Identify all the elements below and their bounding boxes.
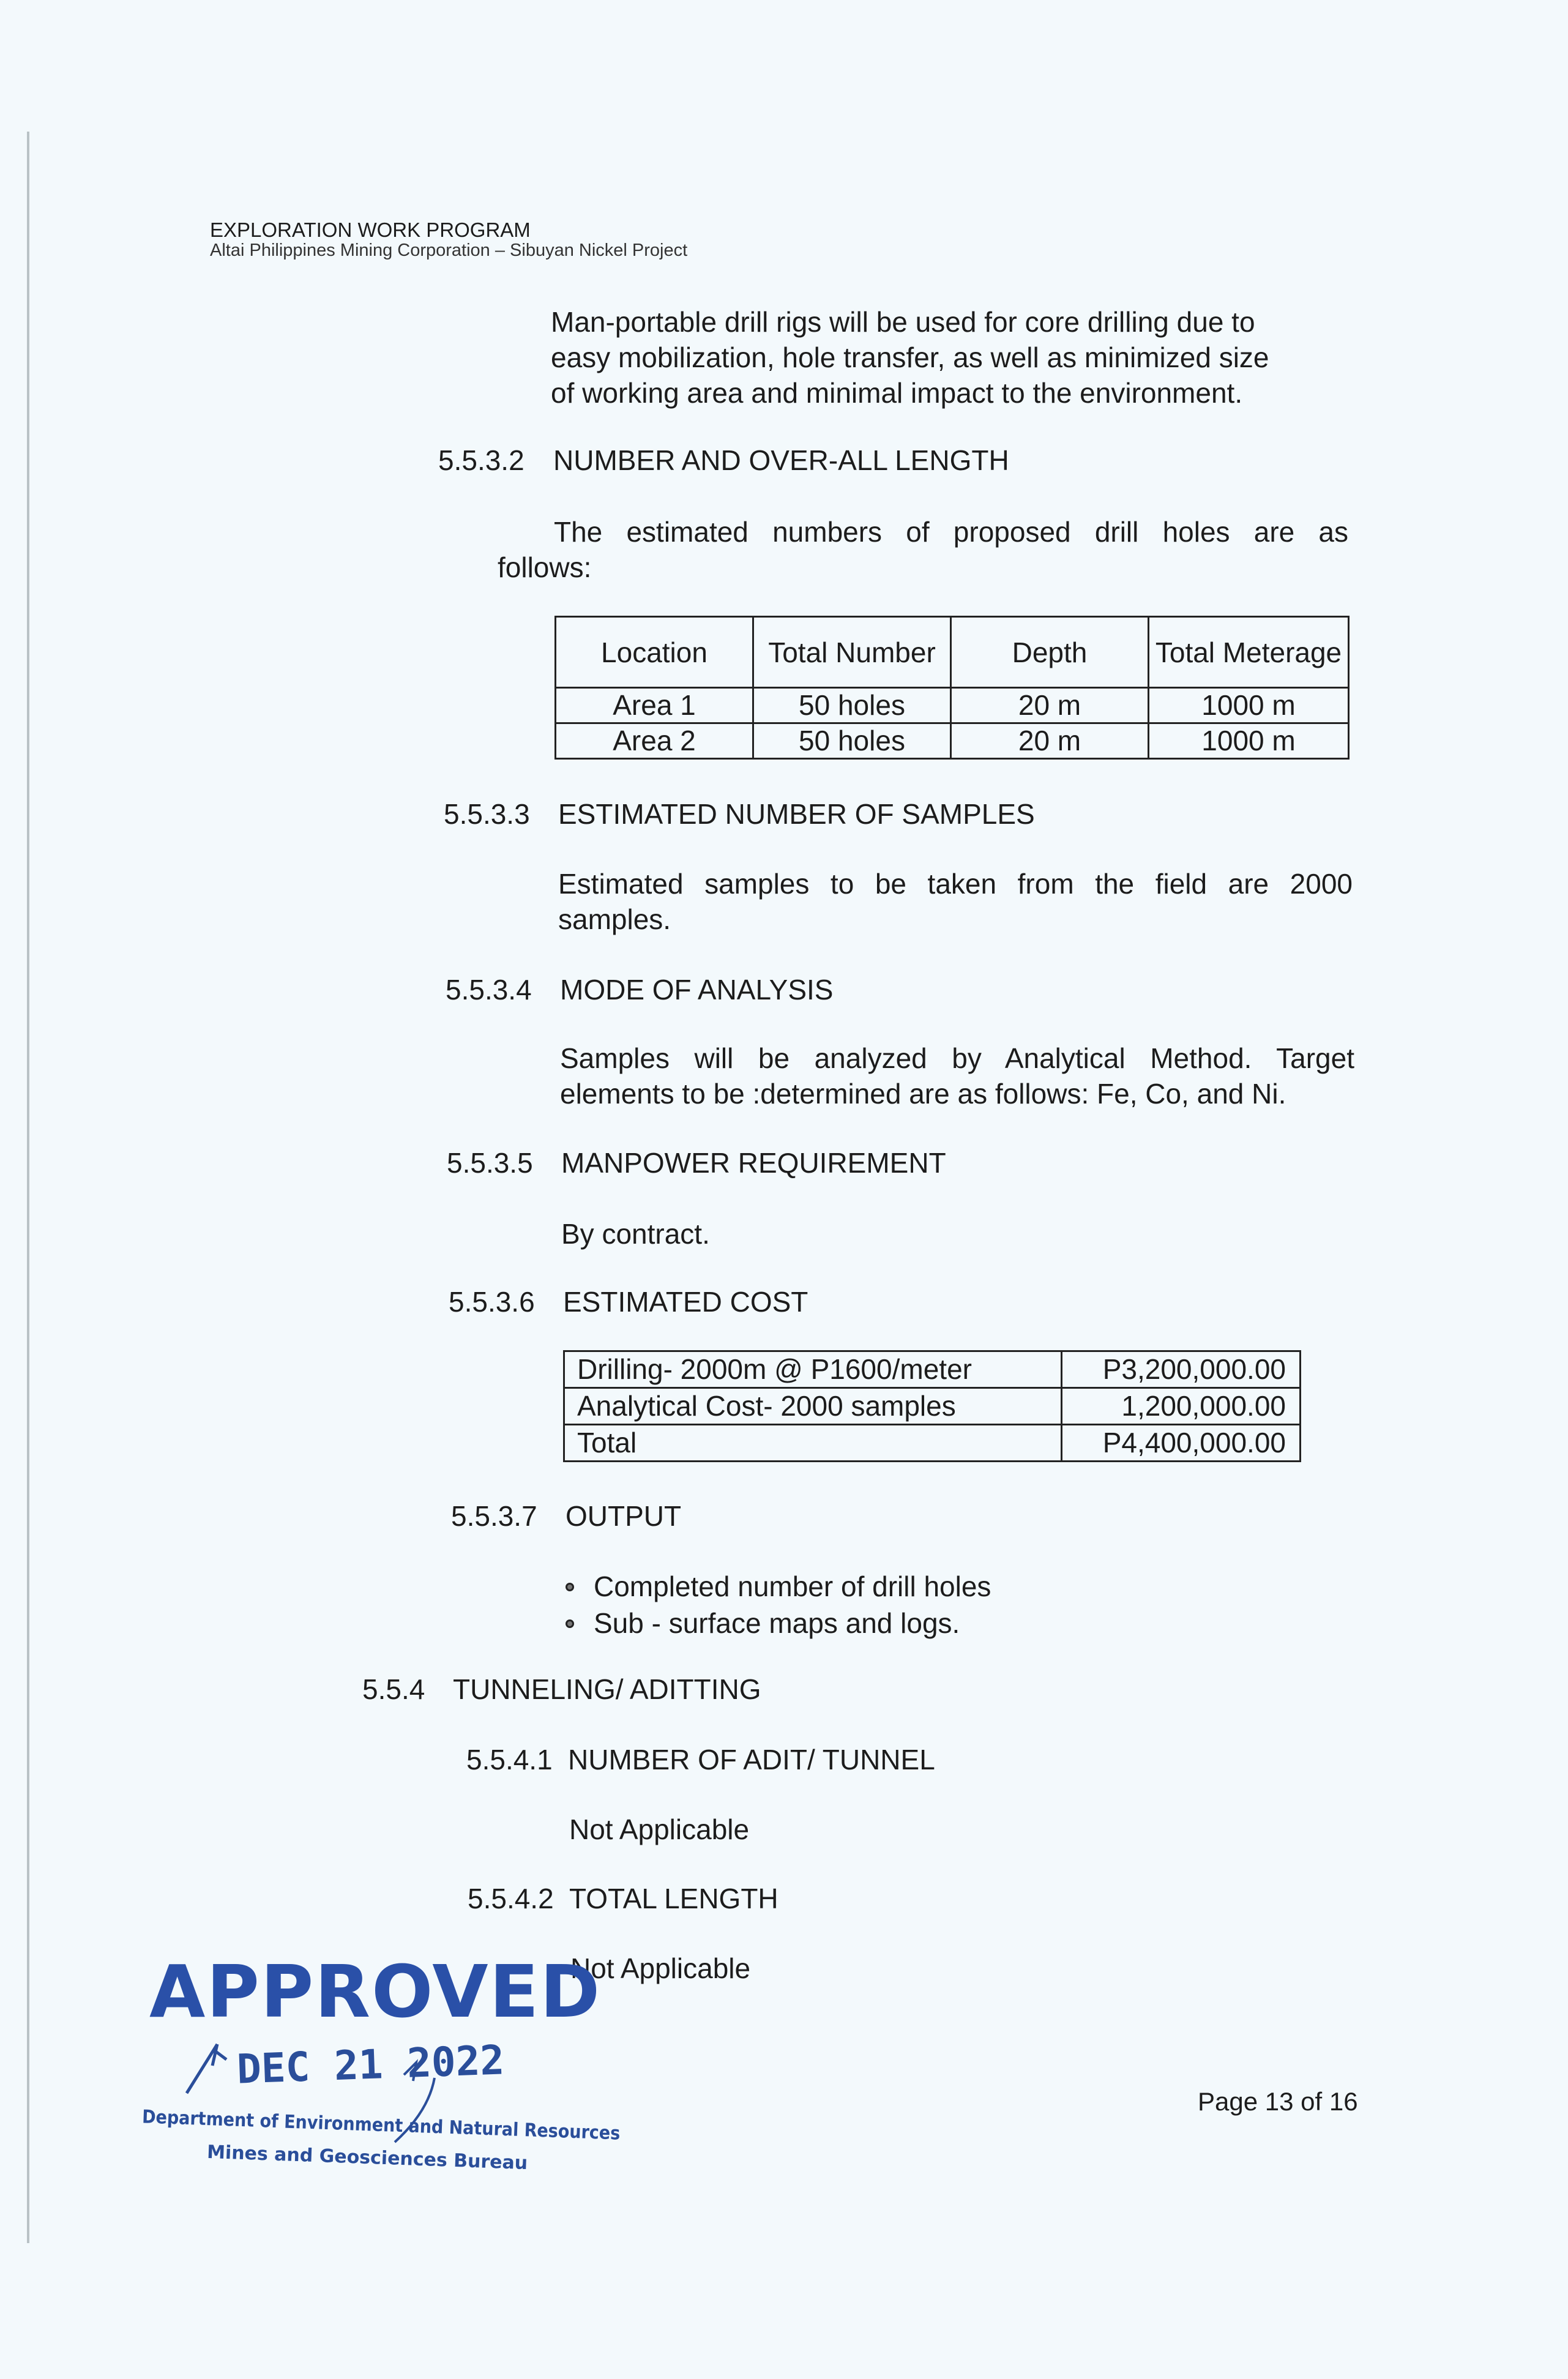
- stamp-department: Department of Environment and Natural Resources: [141, 2106, 621, 2145]
- section-5541-text: Not Applicable: [569, 1813, 750, 1845]
- section-5534-heading: [446, 973, 833, 1006]
- bullet-icon: [566, 1583, 574, 1591]
- cost-item: Drilling- 2000m @ P1600/meter: [564, 1351, 1062, 1388]
- section-number: 5.5.3.5: [447, 1147, 533, 1179]
- header-total-number: Total Number: [753, 617, 951, 688]
- section-title: NUMBER AND OVER-ALL LENGTH: [553, 444, 1009, 476]
- scan-margin-line: [27, 132, 29, 2243]
- table-cell: 1000 m: [1149, 723, 1349, 759]
- section-5542-heading: [468, 1882, 778, 1915]
- cost-item: Analytical Cost- 2000 samples: [564, 1388, 1062, 1425]
- table-row: [564, 1388, 1301, 1425]
- stamp-date: DEC 21 2022: [236, 2036, 506, 2093]
- section-number: 5.5.3.2: [438, 444, 525, 476]
- output-list: [561, 1568, 991, 1641]
- header-location: Location: [556, 617, 753, 688]
- header-depth: Depth: [951, 617, 1149, 688]
- section-5533-heading: [444, 797, 1035, 831]
- intro-line-1: Man-portable drill rigs will be used for core drilling due to: [551, 306, 1255, 338]
- cost-table: [563, 1350, 1301, 1462]
- section-5535-text: By contract.: [561, 1218, 710, 1250]
- section-5532-text-line-1: The estimated numbers of proposed drill holes are as: [554, 516, 1348, 548]
- section-title: TUNNELING/ ADITTING: [453, 1673, 761, 1705]
- page-number: Page 13 of 16: [1198, 2087, 1358, 2116]
- section-5535-heading: [447, 1146, 946, 1179]
- table-header-row: [556, 617, 1349, 688]
- section-5542-text: Not Applicable: [570, 1952, 751, 1984]
- header-subtitle: Altai Philippines Mining Corporation – Sibuyan Nickel Project: [210, 241, 688, 260]
- table-row: [564, 1351, 1301, 1388]
- section-title: MANPOWER REQUIREMENT: [561, 1147, 946, 1179]
- section-5537-heading: [451, 1499, 681, 1533]
- table-cell: Area 2: [556, 723, 753, 759]
- section-number: 5.5.3.6: [449, 1286, 535, 1318]
- section-number: 5.5.3.7: [451, 1500, 537, 1532]
- cost-item: Total: [564, 1425, 1062, 1462]
- section-554-heading: [362, 1673, 761, 1706]
- section-5534-text-line-2: elements to be :determined are as follows: Fe, Co, and Ni.: [560, 1078, 1286, 1110]
- intro-line-2: easy mobilization, hole transfer, as well as minimized size: [551, 342, 1269, 373]
- section-title: OUTPUT: [566, 1500, 682, 1532]
- header-title: EXPLORATION WORK PROGRAM: [210, 218, 531, 241]
- table-cell: 20 m: [951, 688, 1149, 723]
- table-cell: Area 1: [556, 688, 753, 723]
- section-5534-text-line-1: Samples will be analyzed by Analytical Method. Target: [560, 1042, 1354, 1074]
- table-cell: 50 holes: [753, 688, 951, 723]
- section-5536-heading: [449, 1285, 808, 1318]
- section-5533-text-line-1: Estimated samples to be taken from the field are 2000: [558, 868, 1353, 900]
- section-number: 5.5.4: [362, 1673, 425, 1705]
- header-total-meterage: Total Meterage: [1149, 617, 1349, 688]
- section-5532-text-line-2: follows:: [498, 551, 592, 583]
- approved-stamp: APPROVED: [149, 1949, 602, 2034]
- table-row: [556, 688, 1349, 723]
- bullet-icon: [566, 1619, 574, 1628]
- section-title: TOTAL LENGTH: [569, 1883, 778, 1914]
- drill-holes-table: [554, 616, 1350, 760]
- list-item: Sub - surface maps and logs.: [561, 1605, 991, 1641]
- section-title: NUMBER OF ADIT/ TUNNEL: [568, 1744, 935, 1776]
- section-5532-heading: [438, 444, 1009, 477]
- section-number: 5.5.4.1: [466, 1744, 553, 1776]
- section-number: 5.5.4.2: [468, 1883, 554, 1914]
- table-row: [564, 1425, 1301, 1462]
- list-item: Completed number of drill holes: [561, 1568, 991, 1605]
- table-cell: 20 m: [951, 723, 1149, 759]
- intro-paragraph: [551, 304, 1269, 411]
- section-title: ESTIMATED COST: [563, 1286, 808, 1318]
- table-row: [556, 723, 1349, 759]
- section-number: 5.5.3.3: [444, 798, 530, 830]
- table-cell: 1000 m: [1149, 688, 1349, 723]
- cost-amount: P4,400,000.00: [1062, 1425, 1301, 1462]
- cost-amount: P3,200,000.00: [1062, 1351, 1301, 1388]
- section-title: MODE OF ANALYSIS: [560, 974, 834, 1006]
- stamp-bureau: Mines and Geosciences Bureau: [206, 2141, 528, 2175]
- section-number: 5.5.3.4: [446, 974, 532, 1006]
- cost-amount: 1,200,000.00: [1062, 1388, 1301, 1425]
- intro-line-3: of working area and minimal impact to the environment.: [551, 377, 1243, 409]
- section-title: ESTIMATED NUMBER OF SAMPLES: [558, 798, 1035, 830]
- section-5533-text-line-2: samples.: [558, 903, 671, 935]
- table-cell: 50 holes: [753, 723, 951, 759]
- section-5541-heading: [466, 1743, 935, 1776]
